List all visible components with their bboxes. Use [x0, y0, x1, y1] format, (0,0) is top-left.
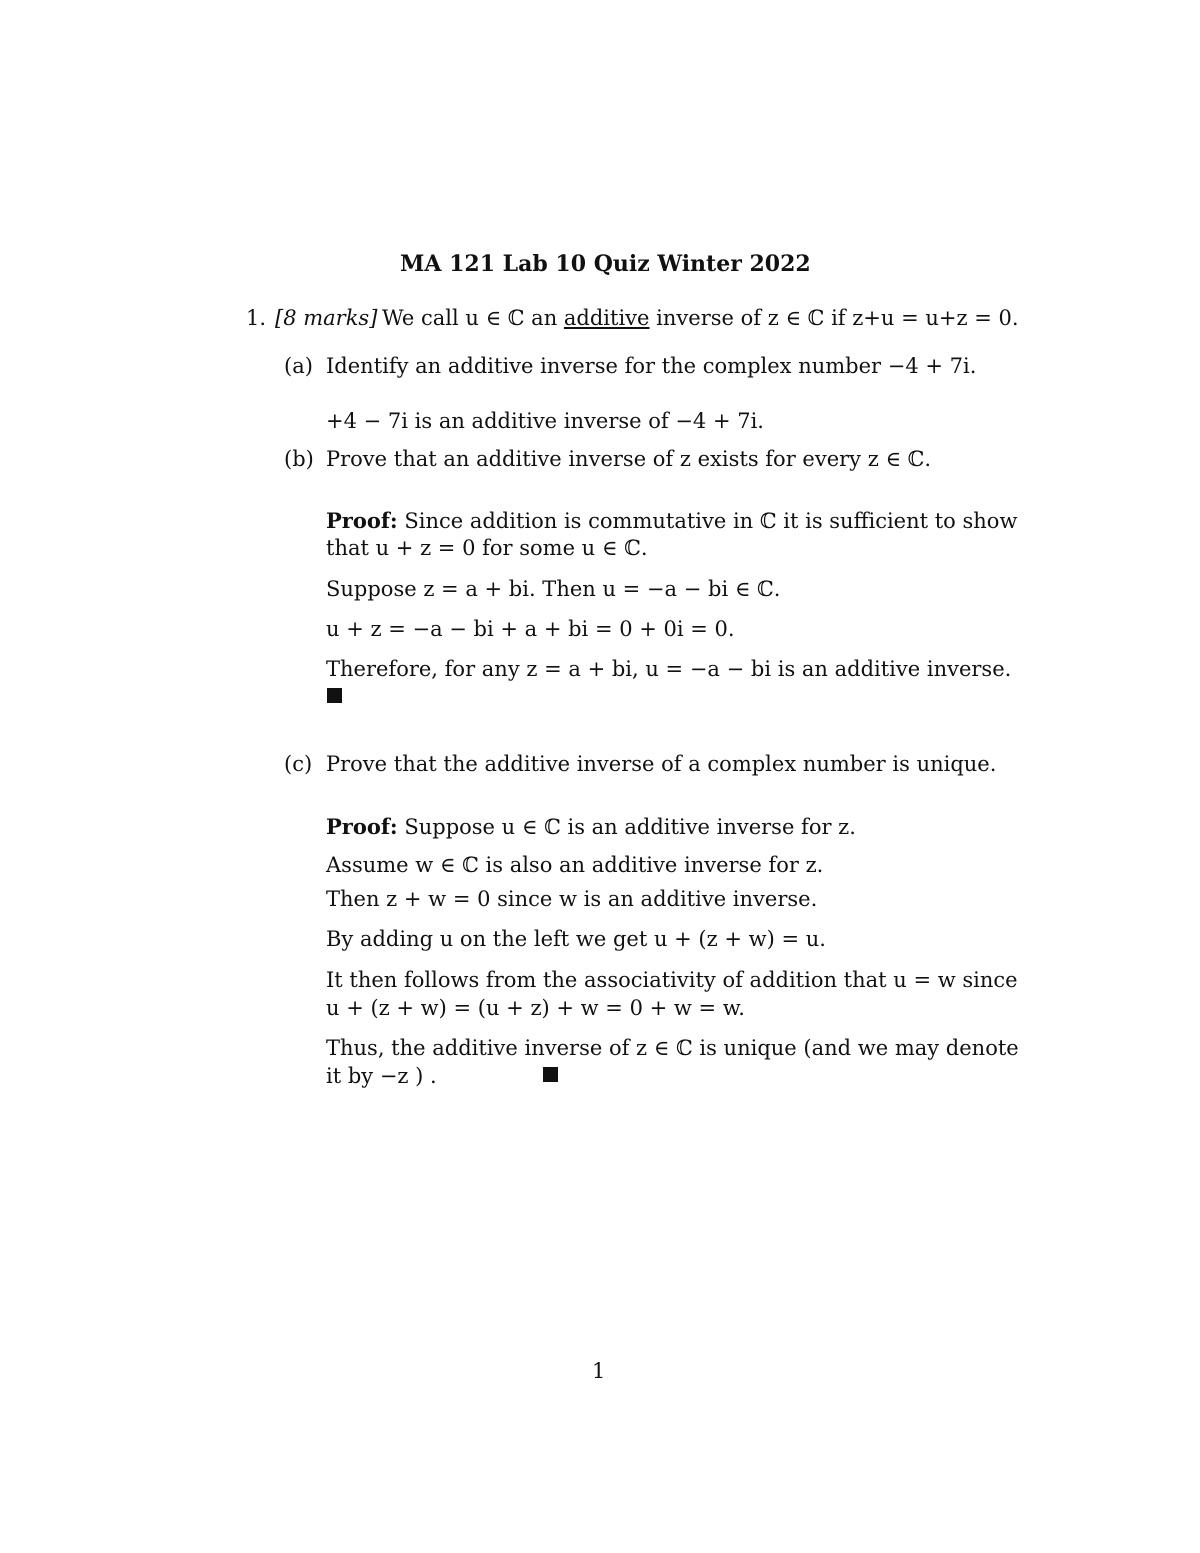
part-c-proof-line-2: Assume w ∈ ℂ is also an additive inverse for z. — [326, 853, 824, 877]
question-intro — [382, 305, 1019, 332]
intro-text-2: inverse of z ∈ ℂ if z+u = u+z = 0. — [656, 306, 1019, 330]
page-title: MA 121 Lab 10 Quiz Winter 2022 — [400, 251, 811, 277]
proof-label: Proof: — [326, 508, 398, 533]
part-c-proof-line-8: it by −z ) . — [326, 1064, 437, 1088]
part-b-proof-line-5: Therefore, for any z = a + bi, u = −a − bi is an additive inverse. — [326, 657, 1012, 681]
qed-square-icon — [327, 688, 342, 703]
part-b-proof-line-4: u + z = −a − bi + a + bi = 0 + 0i = 0. — [326, 617, 735, 641]
part-b-proof-line-2: that u + z = 0 for some u ∈ ℂ. — [326, 536, 648, 560]
part-a-label: (a) — [284, 354, 313, 378]
part-c-question: Prove that the additive inverse of a complex number is unique. — [326, 752, 997, 776]
part-b-label: (b) — [284, 447, 314, 471]
part-c-proof-line-1: Proof: Suppose u ∈ ℂ is an additive inverse for z. — [326, 814, 856, 839]
part-c-proof-line-4: By adding u on the left we get u + (z + w) = u. — [326, 927, 826, 951]
question-number: 1. — [246, 306, 267, 330]
part-c-proof-line-6: u + (z + w) = (u + z) + w = 0 + w = w. — [326, 996, 745, 1020]
intro-text-1: We call u ∈ ℂ an — [382, 306, 558, 330]
part-a-answer: +4 − 7i is an additive inverse of −4 + 7i. — [326, 409, 764, 433]
intro-underlined-word: additive — [563, 306, 650, 330]
marks-label: [8 marks] — [275, 306, 378, 330]
proof-label: Proof: — [326, 814, 398, 839]
part-b-question: Prove that an additive inverse of z exists for every z ∈ ℂ. — [326, 447, 932, 471]
part-c-proof-line-7: Thus, the additive inverse of z ∈ ℂ is unique (and we may denote — [326, 1036, 1019, 1060]
page-number: 1 — [592, 1359, 606, 1383]
part-c-proof-line-3: Then z + w = 0 since w is an additive inverse. — [326, 887, 818, 911]
part-b-proof-line-3: Suppose z = a + bi. Then u = −a − bi ∈ ℂ. — [326, 577, 781, 601]
part-c-proof-line-5: It then follows from the associativity of addition that u = w since — [326, 968, 1018, 992]
part-c-label: (c) — [284, 752, 313, 776]
qed-square-icon — [543, 1067, 558, 1082]
part-b-proof-line-1: Proof: Since addition is commutative in ℂ it is sufficient to show — [326, 508, 1018, 533]
part-a-question: Identify an additive inverse for the complex number −4 + 7i. — [326, 354, 977, 378]
